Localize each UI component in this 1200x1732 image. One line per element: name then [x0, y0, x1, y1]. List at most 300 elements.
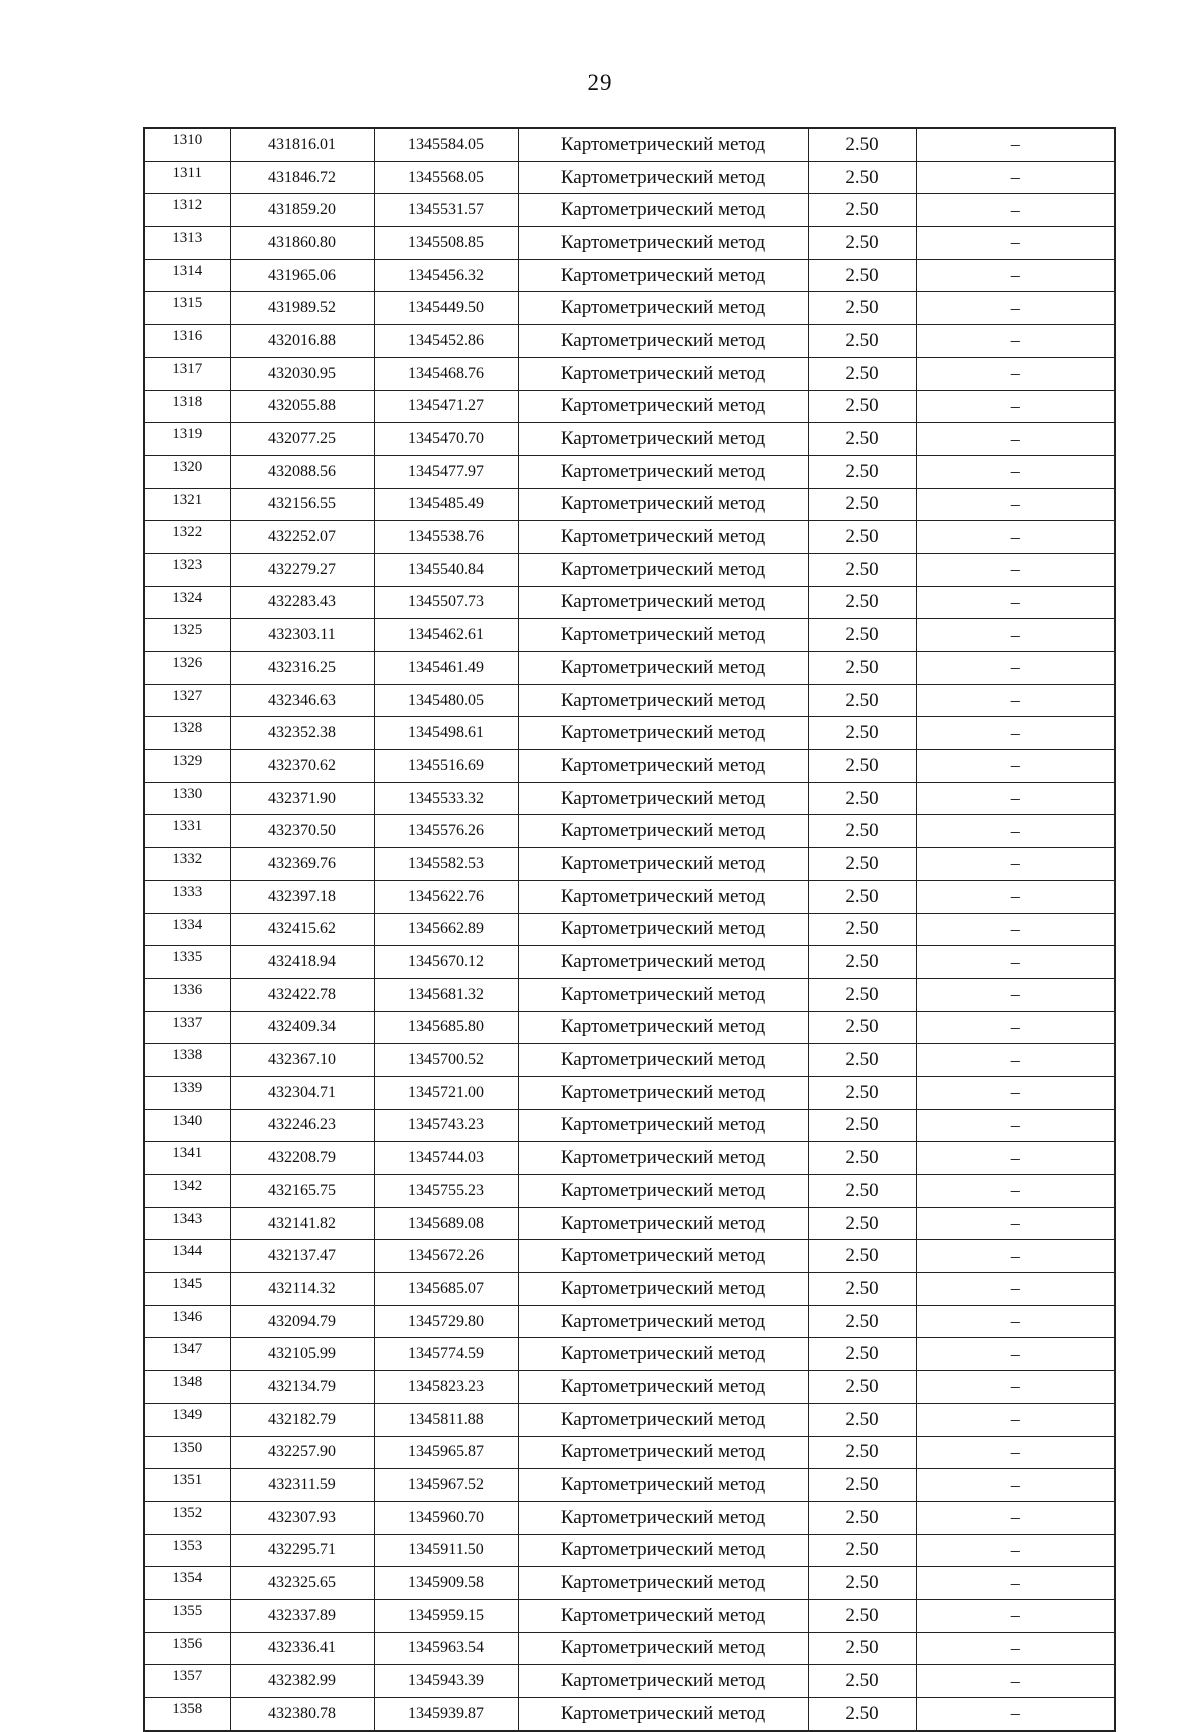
- table-row: [144, 684, 1115, 717]
- method-cell: Картометрический метод: [518, 1076, 808, 1109]
- table-row: [144, 227, 1115, 260]
- description-cell: –: [916, 652, 1115, 685]
- table-row: [144, 1011, 1115, 1044]
- method-cell: Картометрический метод: [518, 1632, 808, 1665]
- precision-cell: 2.50: [808, 1403, 916, 1436]
- precision-cell: 2.50: [808, 1698, 916, 1731]
- method-cell: Картометрический метод: [518, 1371, 808, 1404]
- table-row: [144, 750, 1115, 783]
- precision-cell: 2.50: [808, 1011, 916, 1044]
- table-row: [144, 1665, 1115, 1698]
- x-coordinate-cell: 432370.50: [230, 815, 374, 848]
- x-coordinate-cell: 432165.75: [230, 1175, 374, 1208]
- precision-cell: 2.50: [808, 1142, 916, 1175]
- y-coordinate-cell: 1345452.86: [374, 325, 518, 358]
- table-row: [144, 1698, 1115, 1731]
- x-coordinate-cell: 432134.79: [230, 1371, 374, 1404]
- table-row: [144, 1469, 1115, 1502]
- y-coordinate-cell: 1345700.52: [374, 1044, 518, 1077]
- x-coordinate-cell: 432346.63: [230, 684, 374, 717]
- x-coordinate-cell: 432141.82: [230, 1207, 374, 1240]
- point-number-cell: 1332: [144, 848, 230, 881]
- y-coordinate-cell: 1345943.39: [374, 1665, 518, 1698]
- table-row: [144, 1175, 1115, 1208]
- point-number-cell: 1314: [144, 259, 230, 292]
- table-row: [144, 619, 1115, 652]
- x-coordinate-cell: 431989.52: [230, 292, 374, 325]
- point-number-cell: 1311: [144, 161, 230, 194]
- table-row: [144, 1501, 1115, 1534]
- x-coordinate-cell: 432094.79: [230, 1305, 374, 1338]
- description-cell: –: [916, 1207, 1115, 1240]
- method-cell: Картометрический метод: [518, 1436, 808, 1469]
- table-row: [144, 782, 1115, 815]
- precision-cell: 2.50: [808, 128, 916, 161]
- description-cell: –: [916, 1371, 1115, 1404]
- y-coordinate-cell: 1345939.87: [374, 1698, 518, 1731]
- method-cell: Картометрический метод: [518, 1044, 808, 1077]
- description-cell: –: [916, 259, 1115, 292]
- description-cell: –: [916, 1567, 1115, 1600]
- table-row: [144, 1207, 1115, 1240]
- method-cell: Картометрический метод: [518, 848, 808, 881]
- table-row: [144, 553, 1115, 586]
- description-cell: –: [916, 1044, 1115, 1077]
- method-cell: Картометрический метод: [518, 553, 808, 586]
- description-cell: –: [916, 194, 1115, 227]
- description-cell: –: [916, 815, 1115, 848]
- precision-cell: 2.50: [808, 652, 916, 685]
- x-coordinate-cell: 432369.76: [230, 848, 374, 881]
- method-cell: Картометрический метод: [518, 1207, 808, 1240]
- table-row: [144, 1142, 1115, 1175]
- method-cell: Картометрический метод: [518, 619, 808, 652]
- table-row: [144, 978, 1115, 1011]
- description-cell: –: [916, 553, 1115, 586]
- point-number-cell: 1358: [144, 1698, 230, 1731]
- y-coordinate-cell: 1345461.49: [374, 652, 518, 685]
- x-coordinate-cell: 432418.94: [230, 946, 374, 979]
- x-coordinate-cell: 432295.71: [230, 1534, 374, 1567]
- method-cell: Картометрический метод: [518, 357, 808, 390]
- point-number-cell: 1350: [144, 1436, 230, 1469]
- x-coordinate-cell: 432246.23: [230, 1109, 374, 1142]
- method-cell: Картометрический метод: [518, 1338, 808, 1371]
- y-coordinate-cell: 1345582.53: [374, 848, 518, 881]
- x-coordinate-cell: 432336.41: [230, 1632, 374, 1665]
- table-row: [144, 1076, 1115, 1109]
- precision-cell: 2.50: [808, 1338, 916, 1371]
- table-row: [144, 1044, 1115, 1077]
- precision-cell: 2.50: [808, 455, 916, 488]
- description-cell: –: [916, 1240, 1115, 1273]
- precision-cell: 2.50: [808, 815, 916, 848]
- precision-cell: 2.50: [808, 1371, 916, 1404]
- table-row: [144, 1338, 1115, 1371]
- x-coordinate-cell: 432415.62: [230, 913, 374, 946]
- x-coordinate-cell: 432304.71: [230, 1076, 374, 1109]
- x-coordinate-cell: 432303.11: [230, 619, 374, 652]
- description-cell: –: [916, 1305, 1115, 1338]
- description-cell: –: [916, 390, 1115, 423]
- precision-cell: 2.50: [808, 1632, 916, 1665]
- y-coordinate-cell: 1345485.49: [374, 488, 518, 521]
- point-number-cell: 1328: [144, 717, 230, 750]
- method-cell: Картометрический метод: [518, 423, 808, 456]
- point-number-cell: 1339: [144, 1076, 230, 1109]
- point-number-cell: 1315: [144, 292, 230, 325]
- method-cell: Картометрический метод: [518, 586, 808, 619]
- method-cell: Картометрический метод: [518, 1698, 808, 1731]
- table-row: [144, 717, 1115, 750]
- description-cell: –: [916, 880, 1115, 913]
- y-coordinate-cell: 1345967.52: [374, 1469, 518, 1502]
- point-number-cell: 1344: [144, 1240, 230, 1273]
- method-cell: Картометрический метод: [518, 913, 808, 946]
- y-coordinate-cell: 1345959.15: [374, 1599, 518, 1632]
- precision-cell: 2.50: [808, 1044, 916, 1077]
- table-row: [144, 946, 1115, 979]
- table-row: [144, 1403, 1115, 1436]
- point-number-cell: 1356: [144, 1632, 230, 1665]
- y-coordinate-cell: 1345689.08: [374, 1207, 518, 1240]
- table-row: [144, 1371, 1115, 1404]
- y-coordinate-cell: 1345672.26: [374, 1240, 518, 1273]
- x-coordinate-cell: 432382.99: [230, 1665, 374, 1698]
- precision-cell: 2.50: [808, 1665, 916, 1698]
- x-coordinate-cell: 432055.88: [230, 390, 374, 423]
- y-coordinate-cell: 1345960.70: [374, 1501, 518, 1534]
- point-number-cell: 1323: [144, 553, 230, 586]
- method-cell: Картометрический метод: [518, 978, 808, 1011]
- point-number-cell: 1343: [144, 1207, 230, 1240]
- method-cell: Картометрический метод: [518, 880, 808, 913]
- table-row: [144, 880, 1115, 913]
- point-number-cell: 1340: [144, 1109, 230, 1142]
- description-cell: –: [916, 913, 1115, 946]
- description-cell: –: [916, 1632, 1115, 1665]
- point-number-cell: 1338: [144, 1044, 230, 1077]
- y-coordinate-cell: 1345743.23: [374, 1109, 518, 1142]
- description-cell: –: [916, 1175, 1115, 1208]
- x-coordinate-cell: 432137.47: [230, 1240, 374, 1273]
- method-cell: Картометрический метод: [518, 292, 808, 325]
- y-coordinate-cell: 1345755.23: [374, 1175, 518, 1208]
- method-cell: Картометрический метод: [518, 1109, 808, 1142]
- method-cell: Картометрический метод: [518, 1599, 808, 1632]
- y-coordinate-cell: 1345662.89: [374, 913, 518, 946]
- x-coordinate-cell: 432371.90: [230, 782, 374, 815]
- description-cell: –: [916, 619, 1115, 652]
- description-cell: –: [916, 750, 1115, 783]
- table-row: [144, 390, 1115, 423]
- precision-cell: 2.50: [808, 619, 916, 652]
- method-cell: Картометрический метод: [518, 1534, 808, 1567]
- y-coordinate-cell: 1345729.80: [374, 1305, 518, 1338]
- y-coordinate-cell: 1345468.76: [374, 357, 518, 390]
- table-row: [144, 259, 1115, 292]
- point-number-cell: 1310: [144, 128, 230, 161]
- x-coordinate-cell: 431816.01: [230, 128, 374, 161]
- x-coordinate-cell: 431965.06: [230, 259, 374, 292]
- description-cell: –: [916, 227, 1115, 260]
- y-coordinate-cell: 1345909.58: [374, 1567, 518, 1600]
- method-cell: Картометрический метод: [518, 1501, 808, 1534]
- x-coordinate-cell: 432380.78: [230, 1698, 374, 1731]
- precision-cell: 2.50: [808, 1501, 916, 1534]
- y-coordinate-cell: 1345477.97: [374, 455, 518, 488]
- x-coordinate-cell: 431860.80: [230, 227, 374, 260]
- table-row: [144, 1109, 1115, 1142]
- table-row: [144, 1240, 1115, 1273]
- method-cell: Картометрический метод: [518, 194, 808, 227]
- precision-cell: 2.50: [808, 292, 916, 325]
- precision-cell: 2.50: [808, 521, 916, 554]
- point-number-cell: 1317: [144, 357, 230, 390]
- x-coordinate-cell: 431859.20: [230, 194, 374, 227]
- x-coordinate-cell: 432030.95: [230, 357, 374, 390]
- method-cell: Картометрический метод: [518, 1011, 808, 1044]
- method-cell: Картометрический метод: [518, 717, 808, 750]
- precision-cell: 2.50: [808, 1240, 916, 1273]
- method-cell: Картометрический метод: [518, 1273, 808, 1306]
- y-coordinate-cell: 1345622.76: [374, 880, 518, 913]
- table-row: [144, 357, 1115, 390]
- table-row: [144, 292, 1115, 325]
- precision-cell: 2.50: [808, 227, 916, 260]
- table-row: [144, 1534, 1115, 1567]
- x-coordinate-cell: 432279.27: [230, 553, 374, 586]
- description-cell: –: [916, 1469, 1115, 1502]
- y-coordinate-cell: 1345774.59: [374, 1338, 518, 1371]
- table-row: [144, 1567, 1115, 1600]
- table-row: [144, 488, 1115, 521]
- precision-cell: 2.50: [808, 1109, 916, 1142]
- coordinates-table: [143, 127, 1116, 1732]
- precision-cell: 2.50: [808, 1305, 916, 1338]
- precision-cell: 2.50: [808, 1599, 916, 1632]
- y-coordinate-cell: 1345456.32: [374, 259, 518, 292]
- precision-cell: 2.50: [808, 1534, 916, 1567]
- table-row: [144, 586, 1115, 619]
- x-coordinate-cell: 432311.59: [230, 1469, 374, 1502]
- coordinates-table-body: [144, 128, 1115, 1731]
- y-coordinate-cell: 1345508.85: [374, 227, 518, 260]
- x-coordinate-cell: 432156.55: [230, 488, 374, 521]
- x-coordinate-cell: 432352.38: [230, 717, 374, 750]
- x-coordinate-cell: 432182.79: [230, 1403, 374, 1436]
- page-number: 29: [587, 70, 613, 95]
- method-cell: Картометрический метод: [518, 750, 808, 783]
- y-coordinate-cell: 1345744.03: [374, 1142, 518, 1175]
- precision-cell: 2.50: [808, 390, 916, 423]
- y-coordinate-cell: 1345681.32: [374, 978, 518, 1011]
- point-number-cell: 1349: [144, 1403, 230, 1436]
- point-number-cell: 1312: [144, 194, 230, 227]
- x-coordinate-cell: 431846.72: [230, 161, 374, 194]
- description-cell: –: [916, 978, 1115, 1011]
- precision-cell: 2.50: [808, 161, 916, 194]
- method-cell: Картометрический метод: [518, 1403, 808, 1436]
- description-cell: –: [916, 946, 1115, 979]
- y-coordinate-cell: 1345531.57: [374, 194, 518, 227]
- description-cell: –: [916, 684, 1115, 717]
- description-cell: –: [916, 521, 1115, 554]
- description-cell: –: [916, 292, 1115, 325]
- precision-cell: 2.50: [808, 259, 916, 292]
- description-cell: –: [916, 357, 1115, 390]
- method-cell: Картометрический метод: [518, 1142, 808, 1175]
- x-coordinate-cell: 432016.88: [230, 325, 374, 358]
- x-coordinate-cell: 432325.65: [230, 1567, 374, 1600]
- description-cell: –: [916, 1698, 1115, 1731]
- point-number-cell: 1320: [144, 455, 230, 488]
- description-cell: –: [916, 488, 1115, 521]
- y-coordinate-cell: 1345470.70: [374, 423, 518, 456]
- table-row: [144, 913, 1115, 946]
- y-coordinate-cell: 1345462.61: [374, 619, 518, 652]
- precision-cell: 2.50: [808, 194, 916, 227]
- point-number-cell: 1341: [144, 1142, 230, 1175]
- y-coordinate-cell: 1345568.05: [374, 161, 518, 194]
- precision-cell: 2.50: [808, 848, 916, 881]
- method-cell: Картометрический метод: [518, 1665, 808, 1698]
- precision-cell: 2.50: [808, 946, 916, 979]
- point-number-cell: 1337: [144, 1011, 230, 1044]
- method-cell: Картометрический метод: [518, 815, 808, 848]
- description-cell: –: [916, 1501, 1115, 1534]
- point-number-cell: 1326: [144, 652, 230, 685]
- x-coordinate-cell: 432370.62: [230, 750, 374, 783]
- y-coordinate-cell: 1345498.61: [374, 717, 518, 750]
- table-row: [144, 423, 1115, 456]
- method-cell: Картометрический метод: [518, 684, 808, 717]
- x-coordinate-cell: 432409.34: [230, 1011, 374, 1044]
- point-number-cell: 1347: [144, 1338, 230, 1371]
- method-cell: Картометрический метод: [518, 390, 808, 423]
- description-cell: –: [916, 1109, 1115, 1142]
- precision-cell: 2.50: [808, 423, 916, 456]
- y-coordinate-cell: 1345963.54: [374, 1632, 518, 1665]
- x-coordinate-cell: 432077.25: [230, 423, 374, 456]
- precision-cell: 2.50: [808, 1273, 916, 1306]
- table-row: [144, 161, 1115, 194]
- method-cell: Картометрический метод: [518, 227, 808, 260]
- y-coordinate-cell: 1345471.27: [374, 390, 518, 423]
- method-cell: Картометрический метод: [518, 488, 808, 521]
- point-number-cell: 1321: [144, 488, 230, 521]
- x-coordinate-cell: 432422.78: [230, 978, 374, 1011]
- description-cell: –: [916, 455, 1115, 488]
- precision-cell: 2.50: [808, 1567, 916, 1600]
- y-coordinate-cell: 1345538.76: [374, 521, 518, 554]
- method-cell: Картометрический метод: [518, 1175, 808, 1208]
- x-coordinate-cell: 432307.93: [230, 1501, 374, 1534]
- table-row: [144, 1273, 1115, 1306]
- point-number-cell: 1331: [144, 815, 230, 848]
- precision-cell: 2.50: [808, 553, 916, 586]
- method-cell: Картометрический метод: [518, 652, 808, 685]
- description-cell: –: [916, 325, 1115, 358]
- table-row: [144, 325, 1115, 358]
- x-coordinate-cell: 432114.32: [230, 1273, 374, 1306]
- x-coordinate-cell: 432252.07: [230, 521, 374, 554]
- y-coordinate-cell: 1345576.26: [374, 815, 518, 848]
- table-row: [144, 128, 1115, 161]
- description-cell: –: [916, 1273, 1115, 1306]
- point-number-cell: 1327: [144, 684, 230, 717]
- precision-cell: 2.50: [808, 684, 916, 717]
- point-number-cell: 1319: [144, 423, 230, 456]
- point-number-cell: 1351: [144, 1469, 230, 1502]
- precision-cell: 2.50: [808, 586, 916, 619]
- table-row: [144, 194, 1115, 227]
- point-number-cell: 1352: [144, 1501, 230, 1534]
- x-coordinate-cell: 432397.18: [230, 880, 374, 913]
- description-cell: –: [916, 848, 1115, 881]
- y-coordinate-cell: 1345449.50: [374, 292, 518, 325]
- point-number-cell: 1342: [144, 1175, 230, 1208]
- method-cell: Картометрический метод: [518, 128, 808, 161]
- table-row: [144, 652, 1115, 685]
- y-coordinate-cell: 1345540.84: [374, 553, 518, 586]
- point-number-cell: 1324: [144, 586, 230, 619]
- x-coordinate-cell: 432088.56: [230, 455, 374, 488]
- precision-cell: 2.50: [808, 488, 916, 521]
- method-cell: Картометрический метод: [518, 455, 808, 488]
- method-cell: Картометрический метод: [518, 1305, 808, 1338]
- point-number-cell: 1345: [144, 1273, 230, 1306]
- point-number-cell: 1329: [144, 750, 230, 783]
- point-number-cell: 1348: [144, 1371, 230, 1404]
- y-coordinate-cell: 1345507.73: [374, 586, 518, 619]
- description-cell: –: [916, 1599, 1115, 1632]
- method-cell: Картометрический метод: [518, 1240, 808, 1273]
- point-number-cell: 1346: [144, 1305, 230, 1338]
- y-coordinate-cell: 1345685.07: [374, 1273, 518, 1306]
- table-row: [144, 521, 1115, 554]
- x-coordinate-cell: 432257.90: [230, 1436, 374, 1469]
- point-number-cell: 1325: [144, 619, 230, 652]
- method-cell: Картометрический метод: [518, 1567, 808, 1600]
- precision-cell: 2.50: [808, 782, 916, 815]
- precision-cell: 2.50: [808, 913, 916, 946]
- table-row: [144, 455, 1115, 488]
- description-cell: –: [916, 1534, 1115, 1567]
- table-row: [144, 1436, 1115, 1469]
- method-cell: Картометрический метод: [518, 1469, 808, 1502]
- point-number-cell: 1354: [144, 1567, 230, 1600]
- point-number-cell: 1318: [144, 390, 230, 423]
- description-cell: –: [916, 1076, 1115, 1109]
- y-coordinate-cell: 1345670.12: [374, 946, 518, 979]
- method-cell: Картометрический метод: [518, 521, 808, 554]
- precision-cell: 2.50: [808, 978, 916, 1011]
- description-cell: –: [916, 128, 1115, 161]
- x-coordinate-cell: 432367.10: [230, 1044, 374, 1077]
- description-cell: –: [916, 423, 1115, 456]
- point-number-cell: 1357: [144, 1665, 230, 1698]
- precision-cell: 2.50: [808, 1469, 916, 1502]
- description-cell: –: [916, 161, 1115, 194]
- point-number-cell: 1336: [144, 978, 230, 1011]
- y-coordinate-cell: 1345823.23: [374, 1371, 518, 1404]
- method-cell: Картометрический метод: [518, 946, 808, 979]
- point-number-cell: 1330: [144, 782, 230, 815]
- y-coordinate-cell: 1345721.00: [374, 1076, 518, 1109]
- point-number-cell: 1334: [144, 913, 230, 946]
- x-coordinate-cell: 432283.43: [230, 586, 374, 619]
